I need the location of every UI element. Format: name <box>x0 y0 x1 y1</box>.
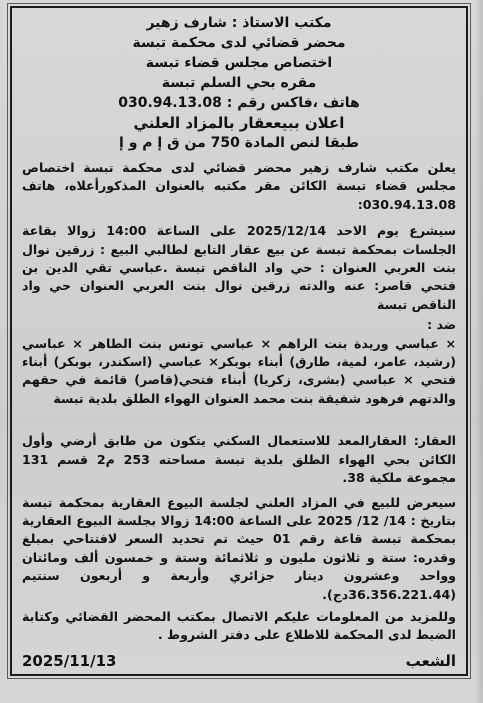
property-description: العقار: العقارالمعد للاستعمال السكني يتكون من طابق أرضي وأول الكائن بحي الهواء الطلق بلدية تبسة مساحته 253 م2 قسم 131 مجموعة ملكية 38. <box>22 433 456 486</box>
bailiff-title: محضر قضائي لدى محكمة تبسة <box>132 35 346 51</box>
against-label: ضد : <box>427 317 456 333</box>
publication-footer <box>22 650 456 672</box>
jurisdiction: اختصاص مجلس قضاء تبسة <box>145 55 333 71</box>
notice-header <box>22 13 456 153</box>
auction-notice-paragraph: سيشرع يوم الاحد 2025/12/14 على الساعة 14:00 زوالا بقاعة الجلسات بمحكمة تبسة عن بيع عقار التابع لطالبي البيع : زرقين نوال بنت العربي العنوان : حي واد الناقص تبسة .عباسي تقي الدين بن فتحي قاصر: عنه والدته زرقين نوال بنت العربي العنوان حي واد الناقص تبسة <box>22 223 456 312</box>
office-address: مقره بحي السلم تبسة <box>161 75 317 91</box>
office-name: مكتب الاستاذ : شارف زهير <box>146 15 332 31</box>
closing-paragraph: وللمزيد من المعلومات عليكم الاتصال بمكتب المحضر القضائي وكتابة الضبط لدى المحكمة للاطلاع على دفتر الشروط . <box>22 608 456 643</box>
publication-date: 2025/11/13 <box>22 652 117 670</box>
defendants-paragraph: × عباسي وريدة بنت الراهم × عباسي تونس بنت الطاهر × عباسي (رشيد، عامر، لمية، طارق) أبناء بوبكر× عباسي (اسكندر، بوبكر) أبناء فتحي × عباسي (بشرى، زكريا) أبناء فتحي(قاصر) قائمة في حقهم والدتهم فرهود شفيقة بنت محمد العنوان الهواء الطلق بلدية تبسة <box>22 335 456 406</box>
legal-basis: طبقا لنص المادة 750 من ق إ م و إ <box>119 135 359 151</box>
newspaper-name: الشعب <box>405 652 456 670</box>
phone-fax: هاتف ،فاكس رقم : 030.94.13.08 <box>118 95 360 111</box>
bidding-details: سيعرض للبيع في المزاد العلني لجلسة البيوع العقارية بمحكمة تبسة بتاريخ : 14/ 12/ 2025 على الساعة 14:00 زوالا بجلسة البيوع العقارية بمحكمة تبسة قاعة رقم 01 حيث تم تحديد السعر لافتتاحي بمبلغ وقدره: ستة و ثلاثون مليون و ثلاثمائة وستة و خمسون ألف ومائتان وواحد وعشرون دينار جزائري وأربعة و أربعون سنتيم (36.356.221.44دج). <box>22 494 457 602</box>
intro-paragraph: يعلن مكتب شارف زهير محضر قضائي لدى محكمة تبسة اختصاص مجلس قضاء تبسة الكائن مقر مكتبه بالعنوان المذكورأعلاه، هاتف 030.94.13.08: <box>22 160 456 212</box>
legal-notice-box <box>10 6 468 676</box>
scan-edge-shadow <box>475 0 483 703</box>
notice-title: اعلان ببيععقار بالمزاد العلني <box>133 114 345 132</box>
